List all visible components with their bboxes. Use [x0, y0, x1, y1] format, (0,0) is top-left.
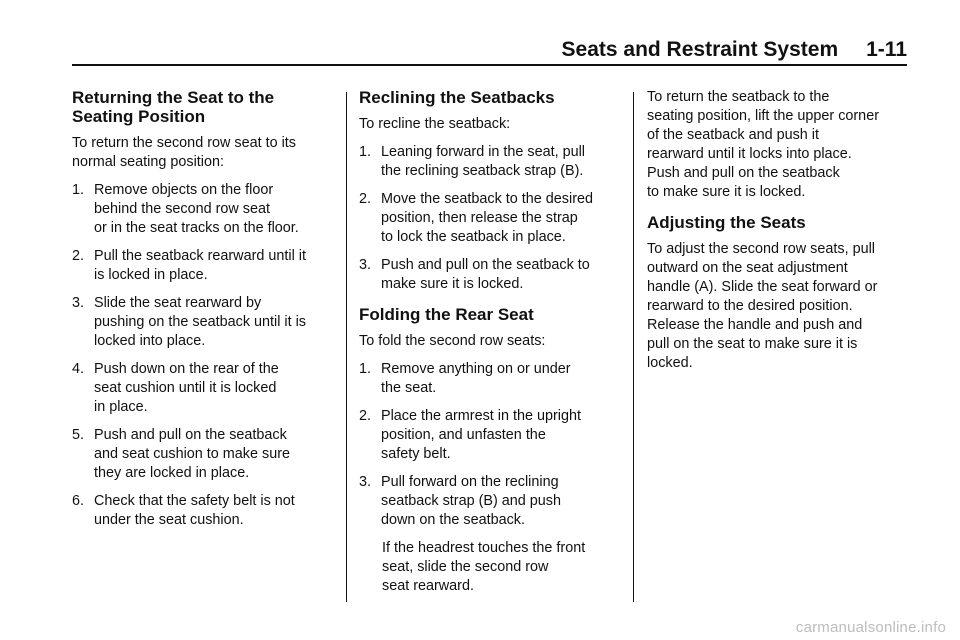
body-text: To return the seatback to the seating position, lift the upper corner of the seatback and push it rearward until it locks into place. Push and pull on the seatback to make sure it is locked. — [647, 89, 879, 200]
list-item: 4. Push down on the rear of the seat cushion until it is locked in place. — [72, 361, 279, 415]
list-item: 3. Pull forward on the reclining seatback strap (B) and push down on the seatback. — [359, 474, 561, 528]
step-note: If the headrest touches the front seat, slide the second row seat rearward. — [382, 540, 586, 594]
section-heading: Returning the Seat to the Seating Position — [72, 88, 275, 126]
body-text: To adjust the second row seats, pull outward on the seat adjustment handle (A). Slide the seat forward or rearward to the desired position. Release the handle and push and pull on the seat to make sure it is locked. — [647, 241, 878, 371]
header-rule — [72, 64, 907, 66]
list-item: 3. Slide the seat rearward by pushing on the seatback until it is locked into place. — [72, 295, 306, 349]
list-item: 2. Place the armrest in the upright position, and unfasten the safety belt. — [359, 408, 581, 462]
column-middle — [359, 88, 624, 605]
list-item: 2. Move the seatback to the desired position, then release the strap to lock the seatback in place. — [359, 191, 593, 245]
column-divider — [346, 92, 347, 602]
list-item: 2. Pull the seatback rearward until it is locked in place. — [72, 248, 306, 283]
column-right — [647, 88, 909, 382]
column-divider — [633, 92, 634, 602]
intro-text: To recline the seatback: — [359, 116, 511, 132]
intro-text: To return the second row seat to its normal seating position: — [72, 135, 296, 170]
section-title: Seats and Restraint System — [561, 38, 839, 61]
column-left — [72, 88, 342, 539]
list-item: 3. Push and pull on the seatback to make sure it is locked. — [359, 257, 590, 292]
section-heading: Adjusting the Seats — [647, 213, 806, 232]
list-item: 1. Leaning forward in the seat, pull the reclining seatback strap (B). — [359, 144, 585, 179]
intro-text: To fold the second row seats: — [359, 333, 546, 349]
section-heading: Folding the Rear Seat — [359, 305, 534, 324]
step-list — [72, 181, 342, 530]
watermark: carmanualsonline.info — [795, 619, 946, 636]
page-header — [562, 38, 907, 62]
list-item: 1. Remove anything on or under the seat. — [359, 361, 571, 396]
list-item: 1. Remove objects on the floor behind the second row seat or in the seat tracks on the floor. — [72, 182, 299, 236]
step-list — [359, 143, 624, 294]
list-item: 5. Push and pull on the seatback and seat cushion to make sure they are locked in place. — [72, 427, 290, 481]
section-heading: Reclining the Seatbacks — [359, 88, 555, 107]
step-list — [359, 360, 624, 530]
page-number: 1-11 — [866, 38, 907, 61]
list-item: 6. Check that the safety belt is not under the seat cushion. — [72, 493, 295, 528]
